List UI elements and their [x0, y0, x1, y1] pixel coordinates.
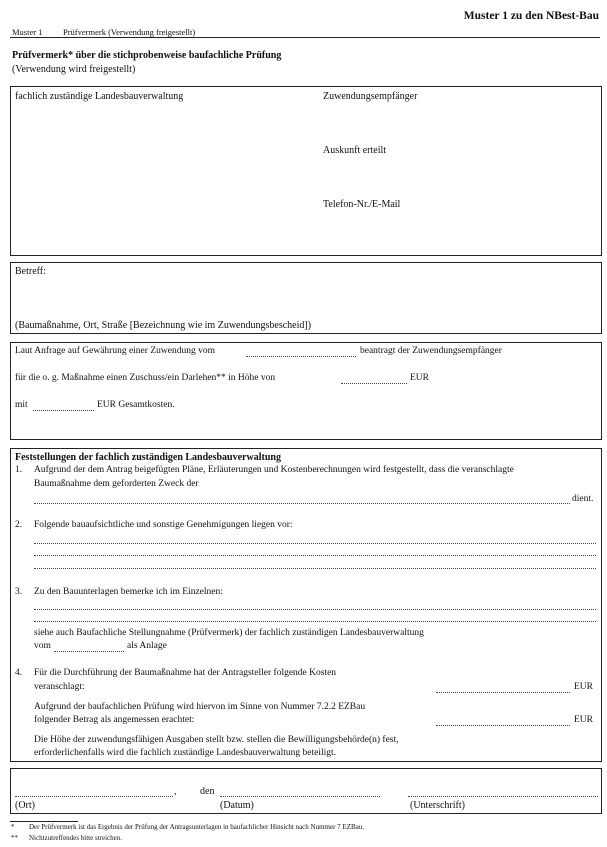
footnote-2-mark: ** [11, 834, 18, 842]
application-date-text: Laut Anfrage auf Gewährung einer Zuwendung vom [15, 346, 215, 356]
place-field[interactable] [15, 796, 173, 797]
footnote-1-mark: * [11, 823, 15, 831]
item-1-line1: Aufgrund der dem Antrag beigefügten Pläne, Erläuterungen und Kostenberechnungen wird festgestellt, dass die veranschlagte [34, 465, 514, 475]
item-1-line2: Baumaßnahme dem geforderten Zweck der [34, 479, 199, 489]
recipient-label: Zuwendungsempfänger [323, 91, 418, 102]
place-comma: , [174, 786, 177, 797]
item-4-line6: erforderlichenfalls wird die fachlich zuständige Landesbauverwaltung beteiligt. [34, 748, 337, 758]
applicant-text: beantragt der Zuwendungsempfänger [360, 346, 502, 356]
place-caption: (Ort) [15, 800, 35, 811]
item-4-line1: Für die Durchführung der Baumaßnahme hat der Antragsteller folgende Kosten [34, 668, 337, 678]
header-doc-label: Muster 1 [12, 27, 43, 37]
authority-label: fachlich zuständige Landesbauverwaltung [15, 91, 184, 102]
item-3-line-field[interactable] [34, 609, 596, 610]
item-4-approved-amount-field[interactable] [436, 725, 570, 726]
item-2-number: 2. [15, 520, 23, 530]
item-3-date-field[interactable] [54, 651, 124, 652]
header-doc-subtitle: Prüfvermerk (Verwendung freigestellt) [63, 27, 196, 37]
signature-box [10, 768, 602, 814]
footnote-1-text: Der Prüfvermerk ist das Ergebnis der Prüfung der Antragsunterlagen in baufachlicher Hinsicht nach Nummer 7 EZBau. [29, 823, 364, 831]
footnote-rule [10, 821, 78, 822]
subject-hint: (Baumaßnahme, Ort, Straße [Bezeichnung wie im Zuwendungsbescheid]) [15, 320, 312, 331]
signature-caption: (Unterschrift) [410, 800, 465, 811]
page-title: Prüfvermerk* über die stichprobenweise baufachliche Prüfung [12, 50, 282, 61]
item-3-attachment: als Anlage [127, 641, 167, 651]
item-4-line5: Die Höhe der zuwendungsfähigen Ausgaben stellt bzw. stellen die Bewilligungsbehörde(n) fest, [34, 735, 399, 745]
item-1-end: dient. [572, 494, 594, 504]
date-prefix: den [200, 786, 215, 797]
total-cost-prefix: mit [15, 400, 28, 410]
item-2-line-field[interactable] [34, 568, 596, 569]
item-3-see-also: siehe auch Baufachliche Stellungnahme (Prüfvermerk) der fachlich zuständigen Landesbauverwaltung [34, 628, 424, 638]
grant-amount-field[interactable] [341, 383, 407, 384]
item-2-line-field[interactable] [34, 555, 596, 556]
signature-field[interactable] [408, 796, 598, 797]
subject-label: Betreff: [15, 266, 46, 277]
date-caption: (Datum) [220, 800, 254, 811]
application-date-field[interactable] [246, 356, 356, 357]
item-3-number: 3. [15, 587, 23, 597]
page-subtitle: (Verwendung wird freigestellt) [12, 64, 136, 75]
grant-amount-currency: EUR [410, 373, 429, 383]
item-3-line-field[interactable] [34, 621, 596, 622]
item-4-number: 4. [15, 668, 23, 678]
item-4-currency-2: EUR [574, 715, 593, 725]
authority-recipient-box [10, 86, 602, 256]
findings-heading: Feststellungen der fachlich zuständigen Landesbauverwaltung [15, 452, 281, 463]
phone-email-label: Telefon-Nr./E-Mail [323, 199, 401, 210]
header-title: Muster 1 zu den NBest-Bau [463, 10, 599, 22]
item-4-estimated-cost-field[interactable] [436, 692, 570, 693]
info-label: Auskunft erteilt [323, 145, 387, 156]
item-2-line-field[interactable] [34, 543, 596, 544]
item-3-text: Zu den Bauunterlagen bemerke ich im Einzelnen: [34, 587, 223, 597]
header-rule [10, 37, 600, 38]
date-field[interactable] [220, 796, 380, 797]
item-1-purpose-field[interactable] [34, 503, 570, 504]
total-cost-field[interactable] [33, 410, 94, 411]
item-3-vom: vom [34, 641, 51, 651]
item-4-line2: veranschlagt: [34, 682, 85, 692]
item-4-line4: folgender Betrag als angemessen erachtet: [34, 715, 195, 725]
item-4-currency-1: EUR [574, 682, 593, 692]
item-1-number: 1. [15, 465, 23, 475]
total-cost-text: EUR Gesamtkosten. [97, 400, 175, 410]
item-2-text: Folgende bauaufsichtliche und sonstige Genehmigungen liegen vor: [34, 520, 293, 530]
grant-amount-text: für die o. g. Maßnahme einen Zuschuss/ein Darlehen** in Höhe von [15, 373, 276, 383]
footnote-2-text: Nichtzutreffendes bitte streichen. [29, 834, 122, 842]
item-4-line3: Aufgrund der baufachlichen Prüfung wird hiervon im Sinne von Nummer 7.2.2 EZBau [34, 702, 366, 712]
